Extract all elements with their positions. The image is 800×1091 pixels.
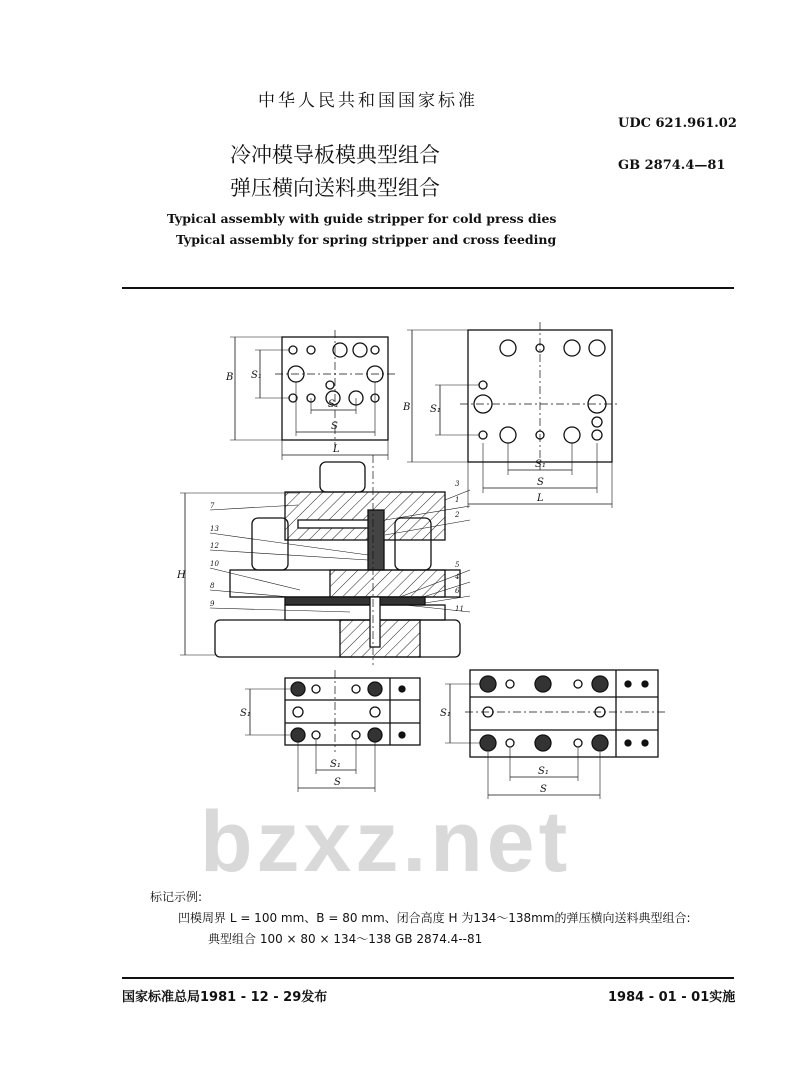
- title-cn-line1: 冷冲模导板模典型组合: [230, 143, 440, 167]
- callout-5: 5: [455, 561, 460, 569]
- gb-code: GB 2874.4—81: [618, 158, 726, 173]
- callout-11: 11: [455, 605, 464, 613]
- dim-label-s: S: [537, 477, 544, 488]
- callout-7: 7: [210, 502, 215, 510]
- dim-label-s: S: [331, 421, 338, 432]
- plan-view-bottom-left: [245, 670, 420, 792]
- dim-label-s1: S₁: [251, 370, 262, 381]
- callout-3: 3: [455, 480, 460, 488]
- dim-label-s1: S₁: [538, 766, 549, 777]
- title-en-line2: Typical assembly for spring stripper and cross feeding: [176, 232, 557, 247]
- issue-date: 国家标准总局1981 - 12 - 29发布: [122, 990, 328, 1005]
- dim-label-l: L: [537, 493, 544, 504]
- dim-label-s1: S₁: [240, 708, 251, 719]
- callout-6: 6: [455, 587, 460, 595]
- dim-label-b: B: [226, 372, 234, 383]
- title-en-line1: Typical assembly with guide stripper for cold press dies: [167, 211, 557, 226]
- dim-label-l: L: [333, 444, 340, 455]
- dim-label-s1: S₁: [430, 404, 441, 415]
- footer-rule: [122, 977, 734, 979]
- dim-label-s1: S₁: [330, 759, 341, 770]
- plan-view-top-right: [407, 322, 620, 508]
- org-title: 中华人民共和国国家标准: [258, 91, 478, 111]
- dim-label-h: H: [177, 570, 186, 581]
- callout-9: 9: [210, 600, 215, 608]
- plan-view-top-left: [230, 330, 395, 460]
- marking-line1: 凹模周界 L = 100 mm、B = 80 mm、闭合高度 H 为134～138mm的弹压横向送料典型组合:: [178, 911, 691, 925]
- dim-label-s: S: [334, 777, 341, 788]
- udc-code: UDC 621.961.02: [618, 116, 737, 131]
- callout-4: 4: [455, 573, 460, 581]
- callout-8: 8: [210, 582, 215, 590]
- dim-label-b: B: [403, 402, 411, 413]
- watermark: bzxz.net: [200, 794, 572, 890]
- marking-line2: 典型组合 100 × 80 × 134～138 GB 2874.4--81: [208, 932, 483, 946]
- plan-view-bottom-right: [445, 670, 665, 799]
- section-view: [180, 455, 470, 665]
- dim-label-s1: S₁: [535, 459, 546, 470]
- dim-label-s1: S₁: [440, 708, 451, 719]
- callout-2: 2: [455, 511, 460, 519]
- callout-10: 10: [210, 560, 219, 568]
- callout-1: 1: [455, 496, 460, 504]
- callout-12: 12: [210, 542, 219, 550]
- marking-heading: 标记示例:: [150, 890, 203, 904]
- callout-13: 13: [210, 525, 219, 533]
- dim-label-s1: S₁: [328, 399, 339, 410]
- dim-label-s: S: [540, 784, 547, 795]
- effective-date: 1984 - 01 - 01实施: [608, 990, 736, 1005]
- title-cn-line2: 弹压横向送料典型组合: [230, 176, 440, 200]
